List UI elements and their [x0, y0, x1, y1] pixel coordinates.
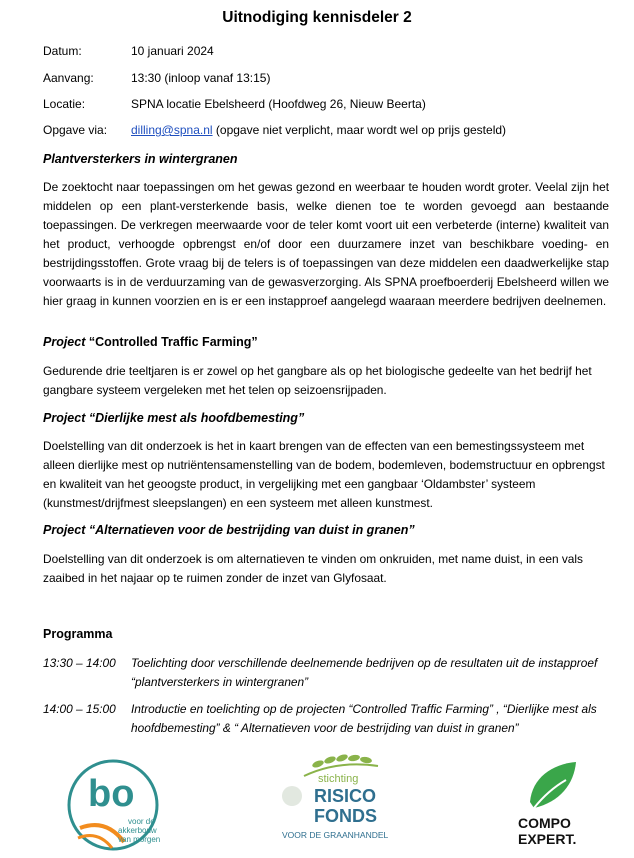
email-link[interactable]: dilling@spna.nl: [131, 123, 213, 137]
risico-fonds-graphic: [278, 752, 402, 844]
programma-time: 14:00 – 15:00: [43, 702, 116, 716]
heading-title: “Dierlijke mest als hoofdbemesting”: [88, 411, 305, 425]
compo-expert-graphic: [512, 758, 602, 848]
risico-fonds-logo: [278, 752, 402, 844]
bo-line2: akkerbouw: [118, 826, 157, 835]
compo-line1: COMPO: [518, 815, 571, 831]
info-value: SPNA locatie Ebelsheerd (Hoofdweg 26, Nieuw Beerta): [131, 97, 426, 111]
section-text-plantversterkers: De zoektocht naar toepassingen om het gewas gezond en weerbaar te houden wordt groter. Veelal zijn het middelen op een plant-versterkende basis, welke dienen toe te worden gevoegd aan bestaande toepassingen. De verkregen meerwaarde voor de teler komt voort uit een verbeterde (interne) kwaliteit van het product, verhoogde opbrengst en/of door een duurzamere inzet van beschikbare voeding- en bestrijdingsstoffen. Grote vraag bij de telers is of toepassingen van deze middelen een daadwerkelijke stap voorwaarts is in de verduurzaming van de gewasverzorging. Als SPNA proefboerderij Ebelsheerd willen we hier graag in kunnen voorzien en is er een instapproef aangelegd waaraan meerdere bedrijven deelnemen.: [43, 180, 609, 308]
info-row-aanvang: [43, 70, 270, 86]
info-label: Locatie:: [43, 97, 86, 111]
info-row-opgave: [43, 122, 506, 138]
section-heading-duist: [43, 523, 415, 537]
grain-circle-icon: [282, 786, 302, 806]
programma-desc: Toelichting door verschillende deelnemende bedrijven op de resultaten uit de instapproef “plantversterkers in wintergranen”: [131, 656, 598, 689]
risico-big1: RISICO: [314, 786, 377, 806]
info-row-datum: [43, 43, 214, 59]
page-title: Uitnodiging kennisdeler 2: [222, 9, 412, 26]
info-value: 10 januari 2024: [131, 44, 214, 58]
bo-logo-graphic: [66, 758, 160, 852]
programma-item: [43, 700, 613, 738]
heading-title: “Controlled Traffic Farming”: [88, 335, 258, 349]
section-heading-dierlijke-mest: [43, 411, 304, 425]
info-label: Datum:: [43, 44, 82, 58]
bo-logo: [66, 758, 160, 852]
info-label: Aanvang:: [43, 71, 94, 85]
info-label: Opgave via:: [43, 123, 108, 137]
compo-line2: EXPERT.: [518, 831, 577, 847]
heading-prefix: Project: [43, 523, 89, 537]
section-heading-ctf: [43, 335, 258, 349]
info-row-locatie: [43, 96, 426, 112]
bo-line3: van morgen: [118, 835, 160, 844]
section-text-ctf: Gedurende drie teeltjaren is er zowel op het gangbare als op het biologische gedeelte van het bedrijf het gangbare systeem vergeleken met het telen op seizoensrijpaden.: [43, 364, 592, 397]
section-text-dierlijke-mest: Doelstelling van dit onderzoek is het in kaart brengen van de effecten van een bemestingssysteem met alleen dierlijke mest op nutriëntensamenstelling van de bodem, bodemleven, bodemstructuur en opbrengst en kwaliteit van het geoogste product, in vergelijking met een gangbaar ‘Oldambster’ systeem (kunstmest/drijfmest sleepslangen) en een systeem met alleen kunstmest.: [43, 439, 605, 510]
compo-expert-logo: [512, 758, 602, 848]
leaf-icon: [530, 762, 576, 808]
section-heading-plantversterkers: Plantversterkers in wintergranen: [43, 152, 238, 166]
risico-small: stichting: [318, 773, 359, 785]
programma-heading: Programma: [43, 627, 113, 641]
opgave-note: (opgave niet verplicht, maar wordt wel op prijs gesteld): [212, 123, 507, 137]
info-value: 13:30 (inloop vanaf 13:15): [131, 71, 271, 85]
heading-prefix: Project: [43, 335, 89, 349]
programma-item: [43, 654, 613, 692]
section-text-duist: Doelstelling van dit onderzoek is om alternatieven te vinden om onkruiden, met name duist, in een vals zaaibed in het najaar op te ruimen zonder de inzet van Glyfosaat.: [43, 552, 584, 585]
heading-title: “Alternatieven voor de bestrijding van duist in granen”: [88, 523, 415, 537]
programma-desc: Introductie en toelichting op de projecten “Controlled Traffic Farming” , “Dierlijke mest als hoofdbemesting” & “ Alternatieven voor de bestrijding van duist in granen”: [131, 702, 597, 735]
bo-letters: bo: [88, 773, 135, 815]
programma-time: 13:30 – 14:00: [43, 656, 116, 670]
risico-sub: VOOR DE GRAANHANDEL: [282, 830, 389, 840]
heading-prefix: Project: [43, 411, 89, 425]
risico-big2: FONDS: [314, 806, 377, 826]
bo-line1: voor de: [128, 817, 155, 826]
